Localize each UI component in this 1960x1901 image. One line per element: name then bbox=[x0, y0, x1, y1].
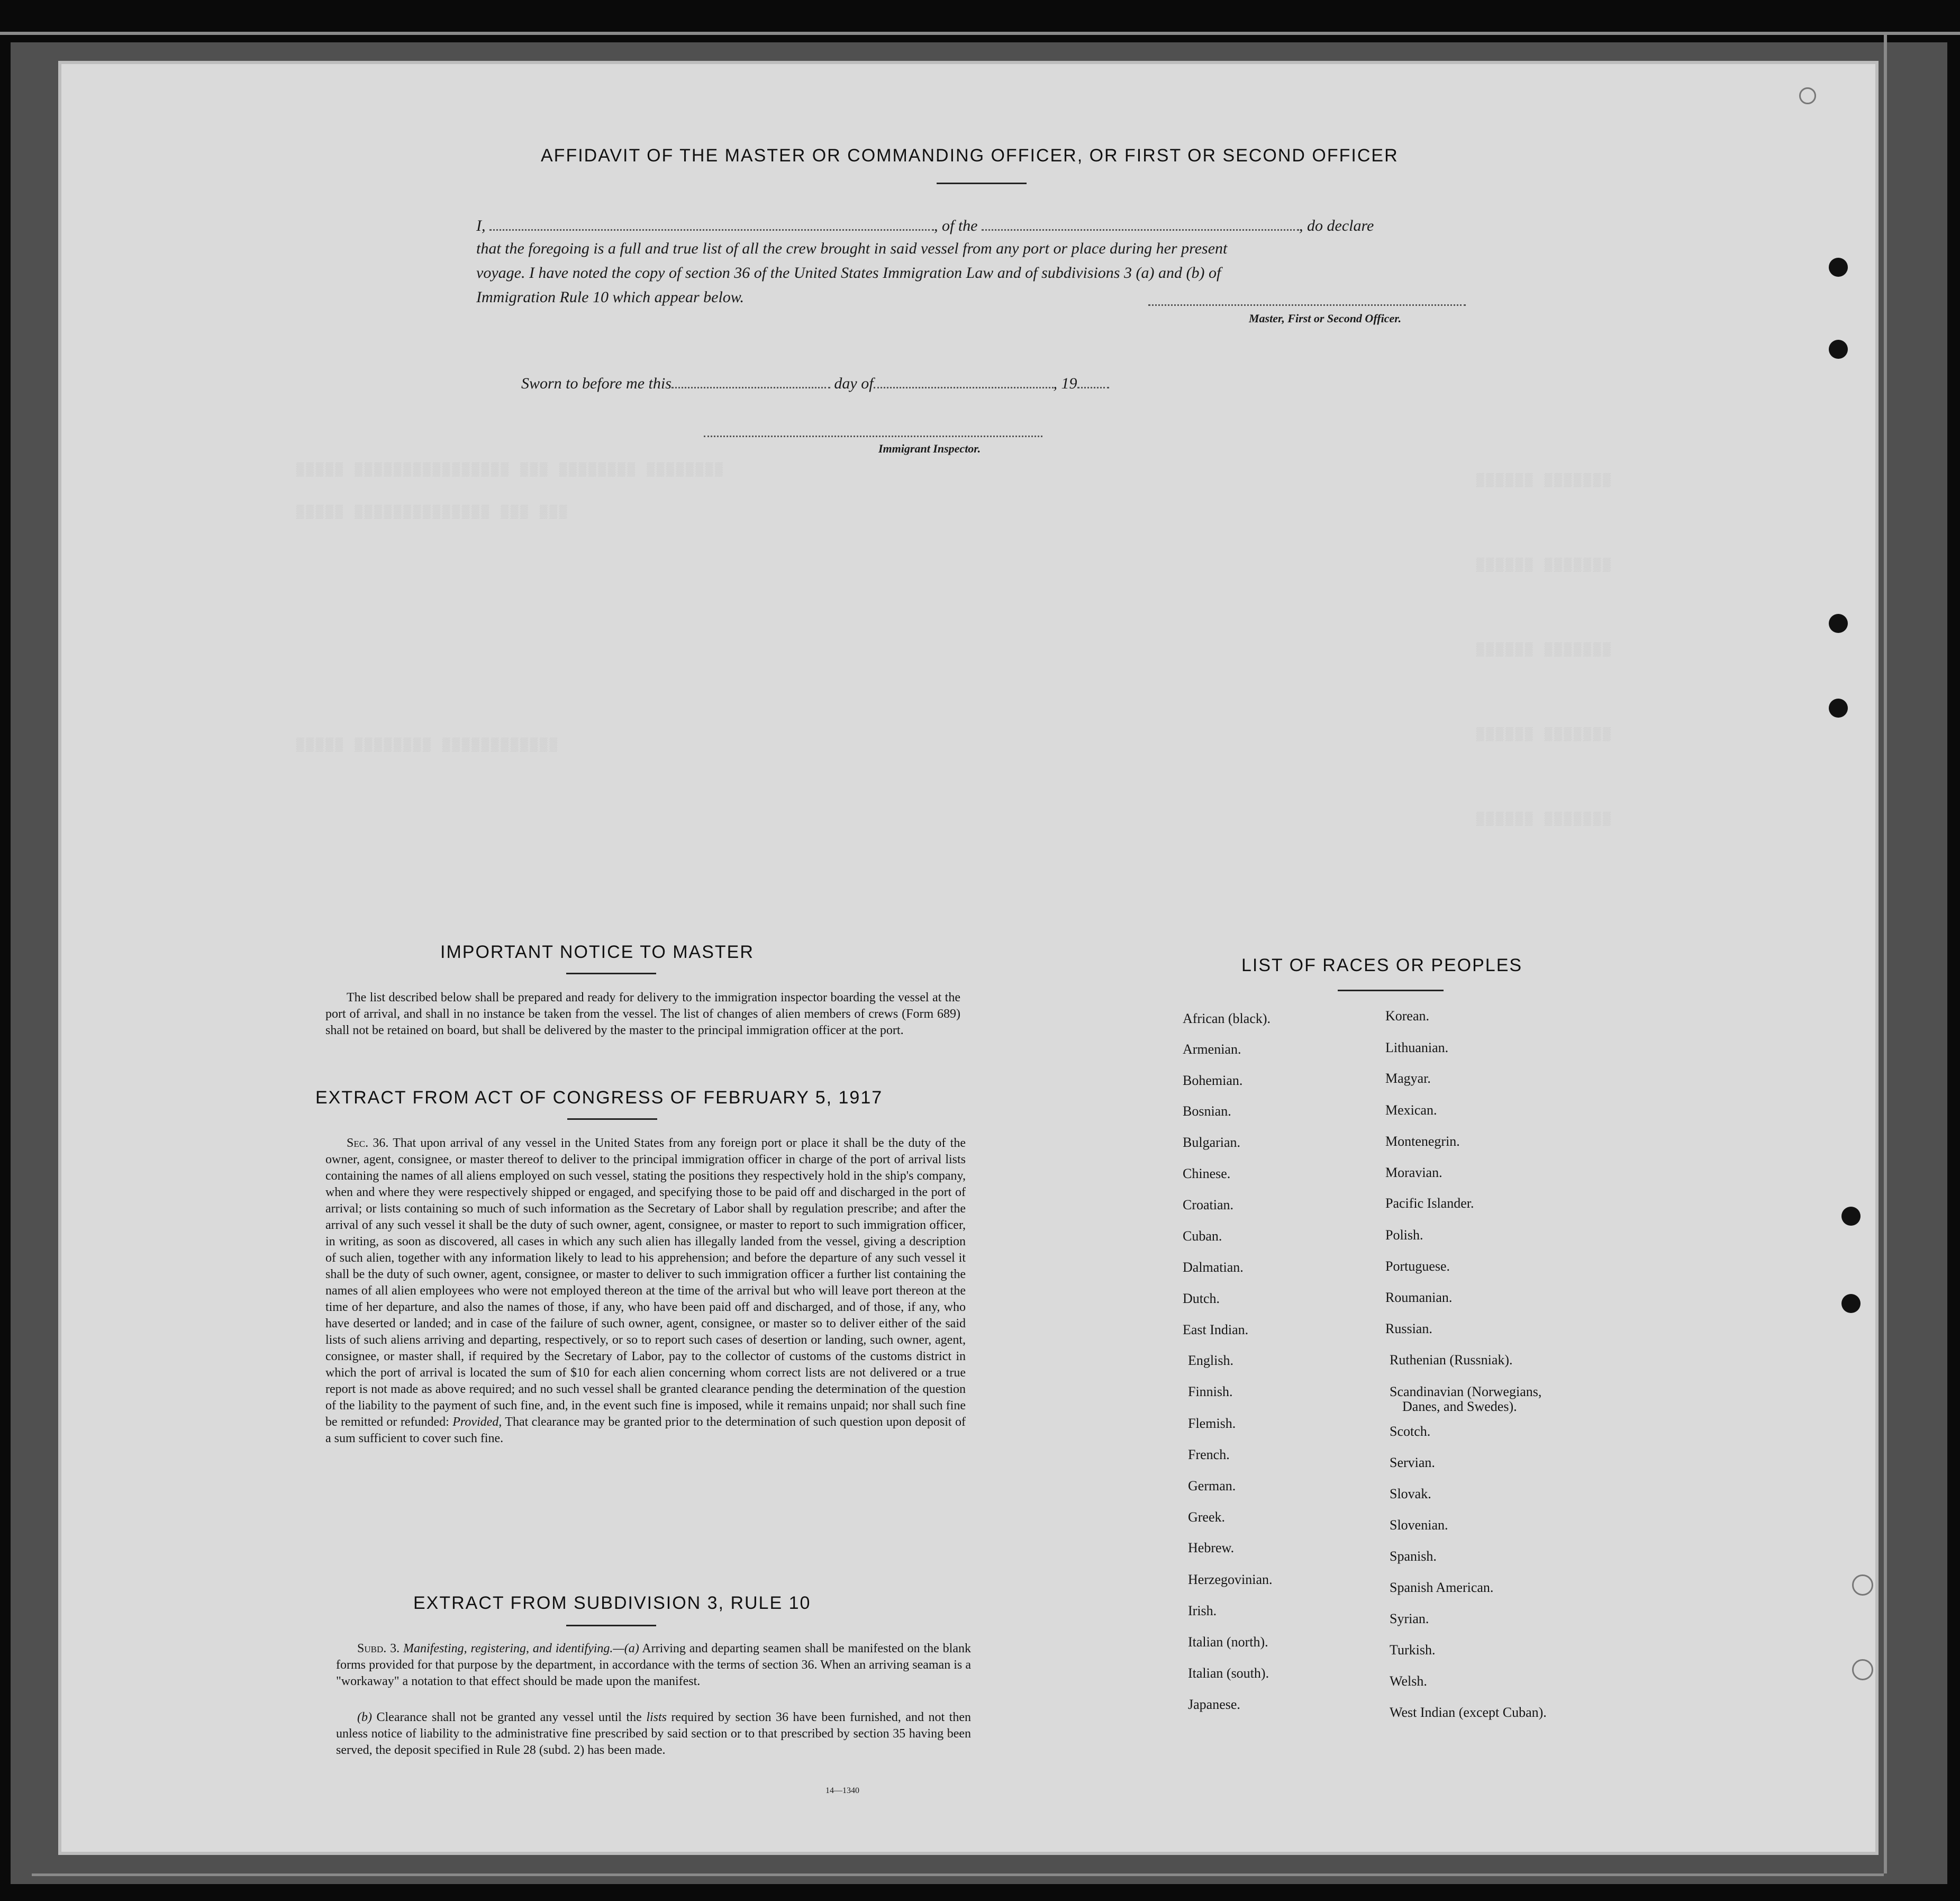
race-item: Japanese. bbox=[1188, 1697, 1240, 1712]
affidavit-line1 bbox=[476, 214, 1535, 235]
bleed-through-text: ▒▒▒▒▒ ▒▒▒▒▒▒▒▒▒▒▒▒▒▒ ▒▒▒ ▒▒▒ bbox=[296, 505, 569, 520]
bleed-through-text: ▒▒▒▒▒▒ ▒▒▒▒▒▒▒ bbox=[1476, 728, 1613, 742]
notice-body: The list described below shall be prepared and ready for delivery to the immigration inspector boarding the vessel at the port of arrival, and shall in no instance be taken from the vessel. The list of changes of alien members of crews (Form 689) shall not be retained on board, but shall be delivered by the master to the principal immigration officer at the port. bbox=[325, 991, 960, 1037]
inspector-label: Immigrant Inspector. bbox=[878, 442, 981, 455]
notice-rule bbox=[566, 973, 656, 974]
affidavit-i: I, bbox=[476, 217, 486, 234]
race-item: Italian (north). bbox=[1188, 1634, 1268, 1650]
affidavit-title: AFFIDAVIT OF THE MASTER OR COMMANDING OFFICER, OR FIRST OR SECOND OFFICER bbox=[541, 146, 1399, 166]
race-item: Dutch. bbox=[1183, 1291, 1220, 1306]
act-rule bbox=[567, 1118, 657, 1120]
sec-36-label: Sec. 36. bbox=[347, 1136, 389, 1150]
race-item: Irish. bbox=[1188, 1603, 1217, 1618]
signature-blank bbox=[1148, 289, 1466, 306]
punch-hole-empty bbox=[1852, 1574, 1873, 1596]
sworn-month-blank bbox=[874, 372, 1054, 388]
race-item: Spanish. bbox=[1390, 1549, 1437, 1564]
sworn-text: Sworn to before me this bbox=[521, 375, 672, 392]
rule-para-a bbox=[336, 1641, 971, 1690]
race-item: Portuguese. bbox=[1385, 1259, 1450, 1274]
race-item: Lithuanian. bbox=[1385, 1040, 1449, 1055]
race-item: Roumanian. bbox=[1385, 1290, 1453, 1305]
day-of-text: day of bbox=[834, 375, 874, 392]
act-extract-body bbox=[325, 1135, 966, 1447]
race-item: Bosnian. bbox=[1183, 1103, 1231, 1119]
rule-para-b bbox=[336, 1709, 971, 1759]
affidavit-of-the: , of the bbox=[934, 217, 978, 234]
punch-hole bbox=[1829, 340, 1848, 359]
sec-36-text: That upon arrival of any vessel in the United States from any foreign port or place it shall be the duty of the owner, agent, consignee, or master thereof to deliver to the principal immigration officer in charge of the port of arrival lists containing the names of all aliens employed on such vessel, stating the positions they respectively hold in the ship's company, when and where they were respectively shipped or engaged, and specifying those to be paid off and discharged in the port of arrival; or lists containing so much of such information as the Secretary of Labor shall by regulation prescribe; and after the arrival of any such vessel it shall be the duty of such owner, agent, consignee, or master to report to such immigration officer, in writing, as soon as discovered, all cases in which any such alien has illegally landed from the vessel, giving a description of such alien, together with any information likely to lead to his apprehension; and before the departure of any such vessel it shall be the duty of such owner, agent, consignee, or master to deliver to such immigration officer a further list containing the names of all alien employees who were not employed thereon at the time of the arrival but who will leave port thereon at the time of her departure, and also the names of those, if any, who have been paid off and discharged, and of those, if any, who have deserted or landed; and in case of the failure of such owner, agent, consignee, or master so to deliver either of the said lists of such aliens arriving and departing, respectively, or so to report such cases of desertion or landing, such owner, agent, consignee, or master shall, if required by the Secretary of Labor, pay to the collector of customs of the customs district in which the port of arrival is located the sum of $10 for each alien concerning whom correct lists are not delivered or a true report is not made as above required; and no such vessel shall be granted clearance pending the determination of the question of the liability to the payment of such fine, and, in the event such fine is imposed, while it remains unpaid; nor shall such fine be remitted or refunded: bbox=[325, 1136, 966, 1429]
race-item: Italian (south). bbox=[1188, 1665, 1269, 1681]
affidavit-line4: Immigration Rule 10 which appear below. bbox=[476, 288, 745, 306]
race-item: African (black). bbox=[1183, 1011, 1271, 1026]
race-item: Magyar. bbox=[1385, 1071, 1431, 1086]
punch-hole bbox=[1841, 1294, 1861, 1313]
page-edge bbox=[32, 1873, 1884, 1876]
bleed-through-text: ▒▒▒▒▒▒ ▒▒▒▒▒▒▒ bbox=[1476, 643, 1613, 657]
race-item: Scotch. bbox=[1390, 1424, 1431, 1439]
para-a-text: Arriving and departing seamen shall be manifested on the blank forms provided for that purpose by the department, in accordance with the terms of section 36. When an arriving seaman is a "workaway" a notation to that effect should be made upon the manifest. bbox=[336, 1642, 972, 1688]
punch-hole bbox=[1829, 699, 1848, 718]
race-item: German. bbox=[1188, 1478, 1236, 1493]
race-item: Korean. bbox=[1385, 1008, 1430, 1024]
page-edge bbox=[0, 32, 1960, 35]
race-item: Turkish. bbox=[1390, 1642, 1436, 1658]
provided-label: Provided, bbox=[452, 1415, 502, 1429]
document-sheet bbox=[58, 61, 1879, 1855]
race-item: Polish. bbox=[1385, 1227, 1423, 1243]
act-extract-title: EXTRACT FROM ACT OF CONGRESS OF FEBRUARY 5, 1917 bbox=[315, 1088, 883, 1108]
para-b-lists: lists bbox=[646, 1710, 667, 1724]
notice-title: IMPORTANT NOTICE TO MASTER bbox=[440, 942, 754, 962]
races-rule bbox=[1338, 990, 1444, 991]
signature-label: Master, First or Second Officer. bbox=[1249, 312, 1402, 325]
race-item: Flemish. bbox=[1188, 1416, 1236, 1431]
punch-hole-empty bbox=[1852, 1659, 1873, 1680]
race-item: Greek. bbox=[1188, 1509, 1226, 1525]
race-item: Chinese. bbox=[1183, 1166, 1231, 1181]
race-item: East Indian. bbox=[1183, 1322, 1249, 1337]
race-item: Syrian. bbox=[1390, 1611, 1429, 1626]
race-item: Hebrew. bbox=[1188, 1540, 1235, 1555]
race-item-scandinavian-cont: Danes, and Swedes). bbox=[1402, 1399, 1517, 1414]
race-item: Russian. bbox=[1385, 1321, 1432, 1336]
page-edge bbox=[1884, 32, 1887, 1873]
bleed-through-text: ▒▒▒▒▒▒ ▒▒▒▒▒▒▒ bbox=[1476, 474, 1613, 488]
vessel-name-blank bbox=[982, 214, 1299, 231]
para-b-label: (b) bbox=[357, 1710, 372, 1724]
race-item: Moravian. bbox=[1385, 1165, 1442, 1180]
race-item: Cuban. bbox=[1183, 1228, 1222, 1244]
affidavit-declare: , do declare bbox=[1299, 217, 1374, 234]
punch-hole bbox=[1829, 614, 1848, 633]
race-item: Scandinavian (Norwegians, bbox=[1390, 1384, 1542, 1399]
race-item: Spanish American. bbox=[1390, 1580, 1494, 1595]
race-item: Herzegovinian. bbox=[1188, 1572, 1273, 1587]
sworn-line bbox=[521, 372, 1109, 393]
provided-text: That clearance may be granted prior to the determination of such question upon deposit of a sum sufficient to cover such fine. bbox=[325, 1415, 966, 1445]
race-item: Bohemian. bbox=[1183, 1073, 1243, 1088]
race-item: West Indian (except Cuban). bbox=[1390, 1705, 1547, 1720]
para-b-end: required by section 36 have been furnished, and not then unless notice of liability to the administrative fine prescribed by said section or to that prescribed by section 35 having been served, the deposit specified in Rule 28 (subd. 2) has been made. bbox=[336, 1710, 971, 1757]
bleed-through-text: ▒▒▒▒▒▒ ▒▒▒▒▒▒▒ bbox=[1476, 558, 1613, 573]
form-number: 14—1340 bbox=[825, 1786, 859, 1795]
race-item: Montenegrin. bbox=[1385, 1134, 1460, 1149]
sworn-year-blank bbox=[1077, 372, 1109, 388]
race-item: Ruthenian (Russniak). bbox=[1390, 1352, 1513, 1368]
race-item: Croatian. bbox=[1183, 1197, 1234, 1212]
race-item: Mexican. bbox=[1385, 1102, 1437, 1118]
race-item: Slovenian. bbox=[1390, 1517, 1448, 1533]
race-item: Bulgarian. bbox=[1183, 1135, 1241, 1150]
subd-heading: Manifesting, registering, and identifying.—(a) bbox=[403, 1642, 639, 1655]
rule-extract-title: EXTRACT FROM SUBDIVISION 3, RULE 10 bbox=[413, 1593, 811, 1613]
punch-hole bbox=[1829, 258, 1848, 277]
bleed-through-text: ▒▒▒▒▒ ▒▒▒▒▒▒▒▒▒▒▒▒▒▒▒▒ ▒▒▒ ▒▒▒▒▒▒▒▒ ▒▒▒▒▒▒▒▒ bbox=[296, 463, 725, 477]
race-item: Dalmatian. bbox=[1183, 1260, 1244, 1275]
race-item: French. bbox=[1188, 1447, 1230, 1462]
affidavit-line2: that the foregoing is a full and true list of all the crew brought in said vessel from any port or place during her present bbox=[476, 240, 1228, 257]
year-prefix: , 19 bbox=[1053, 375, 1077, 392]
bleed-through-text: ▒▒▒▒▒▒ ▒▒▒▒▒▒▒ bbox=[1476, 812, 1613, 827]
race-item: Pacific Islander. bbox=[1385, 1196, 1474, 1211]
declarant-name-blank bbox=[489, 214, 934, 231]
sworn-day-blank bbox=[672, 372, 830, 388]
race-item: English. bbox=[1188, 1353, 1233, 1368]
races-title: LIST OF RACES OR PEOPLES bbox=[1241, 955, 1523, 975]
subd-label: Subd. 3. bbox=[357, 1642, 400, 1655]
title-rule bbox=[937, 183, 1027, 184]
race-item: Armenian. bbox=[1183, 1042, 1241, 1057]
rule-rule bbox=[566, 1625, 656, 1626]
bleed-through-text: ▒▒▒▒▒ ▒▒▒▒▒▒▒▒ ▒▒▒▒▒▒▒▒▒▒▒▒ bbox=[296, 738, 559, 753]
affidavit-line3: voyage. I have noted the copy of section 36 of the United States Immigration Law and of subdivisions 3 (a) and (b) of bbox=[476, 264, 1221, 282]
race-item: Slovak. bbox=[1390, 1486, 1431, 1501]
race-item: Finnish. bbox=[1188, 1384, 1233, 1399]
para-b-start: Clearance shall not be granted any vessel until the bbox=[376, 1710, 642, 1724]
punch-hole-empty bbox=[1799, 87, 1816, 104]
inspector-signature-blank bbox=[704, 421, 1042, 437]
race-item: Servian. bbox=[1390, 1455, 1435, 1470]
race-item: Welsh. bbox=[1390, 1673, 1427, 1689]
punch-hole bbox=[1841, 1207, 1861, 1226]
